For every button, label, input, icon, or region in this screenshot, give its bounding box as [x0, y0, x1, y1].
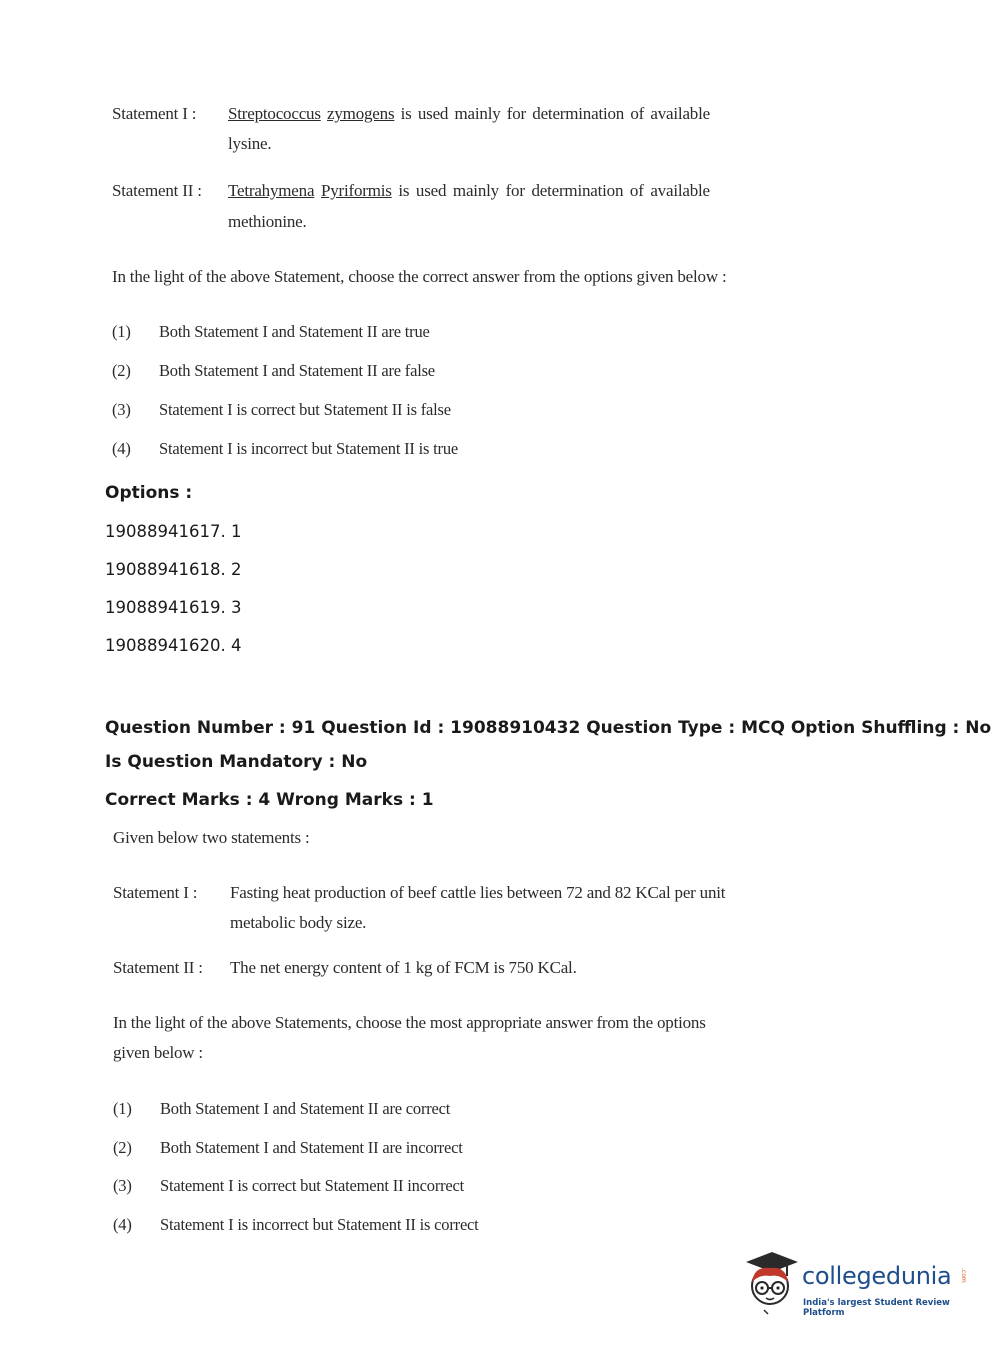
logo-wordmark: collegedunia — [802, 1262, 952, 1290]
prev-choice-text: Both Statement I and Statement II are false — [159, 361, 435, 380]
question-intro: Given below two statements : — [113, 828, 310, 847]
prev-choice-text: Statement I is correct but Statement II is false — [159, 400, 451, 419]
choice-text: Statement I is correct but Statement II incorrect — [160, 1176, 465, 1195]
choice-text: Both Statement I and Statement II are correct — [160, 1099, 451, 1118]
prev-statement1-term2: zymogens — [327, 104, 395, 123]
prev-statement2-line2: methionine. — [228, 212, 307, 231]
logo-com: .com — [960, 1268, 967, 1283]
option-id: 19088941617. 1 — [105, 522, 242, 541]
choice-num: (2) — [113, 1138, 132, 1157]
prev-statement2-label: Statement II : — [112, 181, 202, 200]
choice-text: Statement I is incorrect but Statement II is correct — [160, 1215, 479, 1234]
statement1-line2: metabolic body size. — [230, 913, 367, 932]
prev-choice-text: Both Statement I and Statement II are true — [159, 322, 430, 341]
option-id: 19088941619. 3 — [105, 598, 242, 617]
prev-statement1-term1: Streptococcus — [228, 104, 321, 123]
prev-choice-num: (1) — [112, 322, 131, 341]
prev-statement2-term2: Pyriformis — [320, 181, 392, 200]
statement1-line1: Fasting heat production of beef cattle lies between 72 and 82 KCal per unit — [230, 883, 726, 902]
statement1-label: Statement I : — [113, 883, 198, 902]
question-instruction-line2: given below : — [113, 1043, 203, 1062]
prev-choice-num: (3) — [112, 400, 131, 419]
option-id: 19088941618. 2 — [105, 560, 242, 579]
choice-num: (3) — [113, 1176, 132, 1195]
choice-num: (4) — [113, 1215, 132, 1234]
option-id: 19088941620. 4 — [105, 636, 242, 655]
choice-text: Both Statement I and Statement II are incorrect — [160, 1138, 463, 1157]
logo-tagline: India's largest Student Review Platform — [803, 1298, 950, 1318]
choice-num: (1) — [113, 1099, 132, 1118]
question-mandatory: Is Question Mandatory : No — [105, 752, 368, 772]
question-marks: Correct Marks : 4 Wrong Marks : 1 — [105, 790, 434, 810]
prev-statement1-line2: lysine. — [228, 134, 272, 153]
statement2-text: The net energy content of 1 kg of FCM is 750 KCal. — [230, 958, 577, 977]
student-mascot-icon — [740, 1248, 802, 1318]
prev-instruction: In the light of the above Statement, choose the correct answer from the options given below : — [112, 267, 727, 286]
prev-statement2-term1: Tetrahymena — [228, 181, 315, 200]
prev-statement1-label: Statement I : — [112, 104, 197, 123]
prev-choice-num: (2) — [112, 361, 131, 380]
statement2-label: Statement II : — [113, 958, 203, 977]
options-heading: Options : — [105, 483, 193, 503]
prev-choice-text: Statement I is incorrect but Statement II is true — [159, 439, 459, 458]
collegedunia-logo — [740, 1248, 970, 1318]
prev-statement1-line1: Streptococcus zymogens is used mainly for determination of available — [228, 104, 710, 123]
question-header: Question Number : 91 Question Id : 19088910432 Question Type : MCQ Option Shuffling : No — [105, 718, 992, 738]
question-instruction-line1: In the light of the above Statements, choose the most appropriate answer from the options — [113, 1013, 706, 1032]
prev-statement2-line1: Tetrahymena Pyriformis is used mainly for determination of available — [228, 181, 710, 200]
prev-choice-num: (4) — [112, 439, 131, 458]
